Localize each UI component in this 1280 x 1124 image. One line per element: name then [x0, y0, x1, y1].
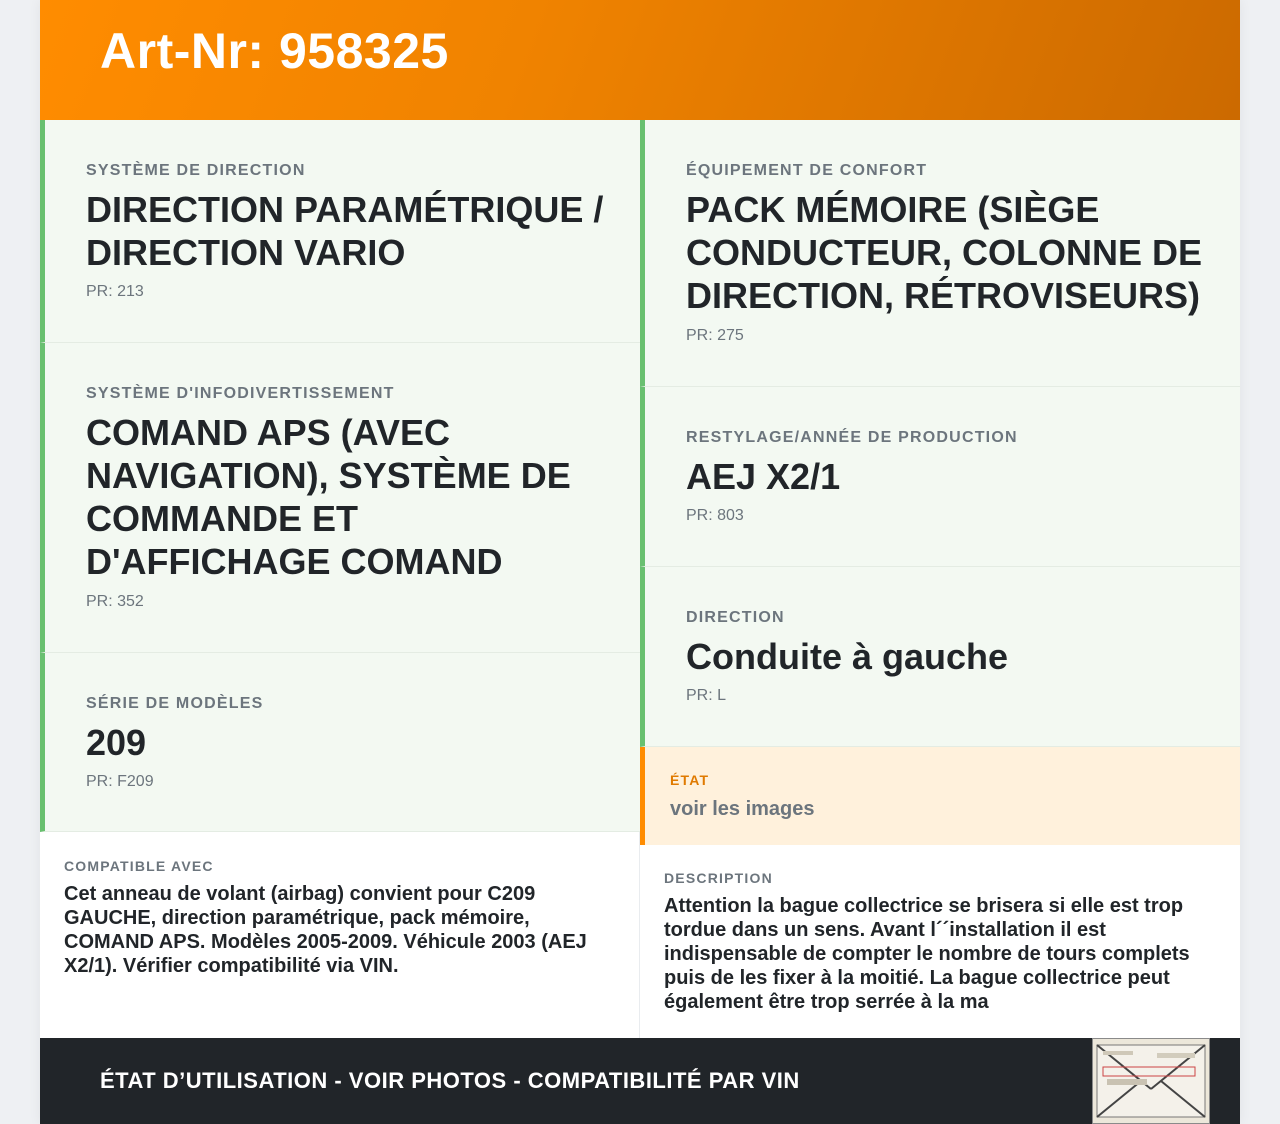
condition-label: ÉTAT: [670, 772, 710, 788]
description-label: DESCRIPTION: [664, 870, 773, 886]
compatible-text: Cet anneau de volant (airbag) convient pour C209 GAUCHE, direction paramétrique, pack mémoire, COMAND APS. Modèles 2005-2009. Véhicule 2003 (AEJ X2/1). Vérifier compatibilité via VIN.: [64, 883, 587, 977]
description-text: Attention la bague collectrice se brisera si elle est trop tordue dans un sens. Avant l´´installation il est indispensable de compter le nombre de tours complets puis de les fixer à la moitié. La bague collectrice peut également être trop serrée à la ma: [664, 895, 1190, 1013]
spec-pr-code: PR: 213: [86, 283, 144, 300]
column-divider: [639, 832, 640, 1038]
compatible-section: [40, 832, 640, 1038]
spec-label: SYSTÈME D'INFODIVERTISSEMENT: [86, 385, 395, 402]
spec-value: AEJ X2/1: [686, 456, 841, 497]
condition-section: [640, 747, 1240, 845]
spec-label: RESTYLAGE/ANNÉE DE PRODUCTION: [686, 429, 1018, 446]
envelope-photo-icon: [1093, 1039, 1209, 1123]
footer-text: ÉTAT D’UTILISATION - VOIR PHOTOS - COMPATIBILITÉ PAR VIN: [100, 1068, 800, 1093]
article-number-title: Art-Nr: 958325: [100, 23, 449, 79]
spec-facelift-year: [640, 387, 1240, 567]
spec-model-series: [40, 653, 640, 832]
description-section: [640, 845, 1240, 1038]
spec-infotainment-system: [40, 343, 640, 653]
spec-value: DIRECTION PARAMÉTRIQUE / DIRECTION VARIO: [86, 189, 604, 273]
condition-value: voir les images: [670, 798, 815, 820]
spec-label: SYSTÈME DE DIRECTION: [86, 162, 306, 179]
header-banner: [40, 0, 1240, 120]
spec-direction: [640, 567, 1240, 747]
spec-pr-code: PR: F209: [86, 773, 154, 790]
spec-value: Conduite à gauche: [686, 636, 1009, 677]
spec-label: DIRECTION: [686, 609, 785, 626]
spec-label: ÉQUIPEMENT DE CONFORT: [686, 162, 928, 179]
spec-pr-code: PR: 275: [686, 327, 744, 344]
spec-value: COMAND APS (AVEC NAVIGATION), SYSTÈME DE COMMANDE ET D'AFFICHAGE COMAND: [86, 412, 571, 582]
spec-pr-code: PR: L: [686, 687, 727, 704]
spec-value: 209: [86, 722, 147, 763]
compatible-label: COMPATIBLE AVEC: [64, 858, 214, 874]
spec-label: SÉRIE DE MODÈLES: [86, 695, 264, 712]
part-label-thumbnail[interactable]: [1092, 1038, 1210, 1124]
spec-pr-code: PR: 803: [686, 507, 744, 524]
spec-pr-code: PR: 352: [86, 593, 144, 610]
spec-comfort-equipment: [640, 120, 1240, 387]
spec-value: PACK MÉMOIRE (SIÈGE CONDUCTEUR, COLONNE DE DIRECTION, RÉTROVISEURS): [686, 189, 1203, 316]
footer-bar: [40, 1038, 1240, 1124]
spec-steering-system: [40, 120, 640, 343]
product-card: [40, 0, 1240, 1124]
